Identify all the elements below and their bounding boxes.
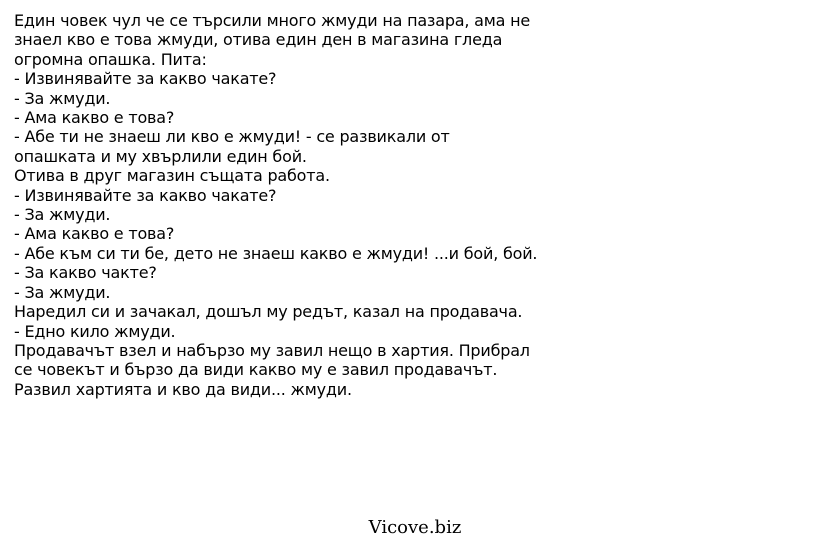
joke-line: - За жмуди.: [14, 205, 111, 225]
joke-text: [14, 11, 614, 399]
joke-line: Отива в друг магазин същата работа.: [14, 166, 330, 186]
joke-line: се човекът и бързо да види какво му е завил продавачът.: [14, 360, 498, 380]
joke-line: - Едно кило жмуди.: [14, 321, 176, 341]
joke-line: - Абе към си ти бе, дето не знаеш какво е жмуди! ...и бой, бой.: [14, 243, 538, 263]
joke-line: - Ама какво е това?: [14, 224, 175, 244]
joke-line: опашката и му хвърлили един бой.: [14, 146, 307, 166]
joke-line: - За жмуди.: [14, 88, 111, 108]
joke-line: - Ама какво е това?: [14, 108, 175, 128]
joke-line: - Извинявайте за какво чакате?: [14, 69, 277, 89]
joke-line: Наредил си и зачакал, дошъл му редът, казал на продавача.: [14, 302, 523, 322]
site-watermark: Vicove.biz: [368, 517, 462, 538]
joke-line: Един човек чул че се търсили много жмуди на пазара, ама не: [14, 11, 531, 30]
joke-line: огромна опашка. Пита:: [14, 49, 207, 69]
joke-line: - Абе ти не знаеш ли кво е жмуди! - се развикали от: [14, 127, 450, 147]
joke-line: - За какво чакте?: [14, 263, 157, 283]
joke-line: знаел кво е това жмуди, отива един ден в магазина гледа: [14, 30, 503, 50]
joke-line: - Извинявайте за какво чакате?: [14, 185, 277, 205]
joke-line: Продавачът взел и набързо му завил нещо в хартия. Прибрал: [14, 340, 530, 360]
joke-line: Развил хартията и кво да види... жмуди.: [14, 379, 352, 399]
joke-line: - За жмуди.: [14, 282, 111, 302]
